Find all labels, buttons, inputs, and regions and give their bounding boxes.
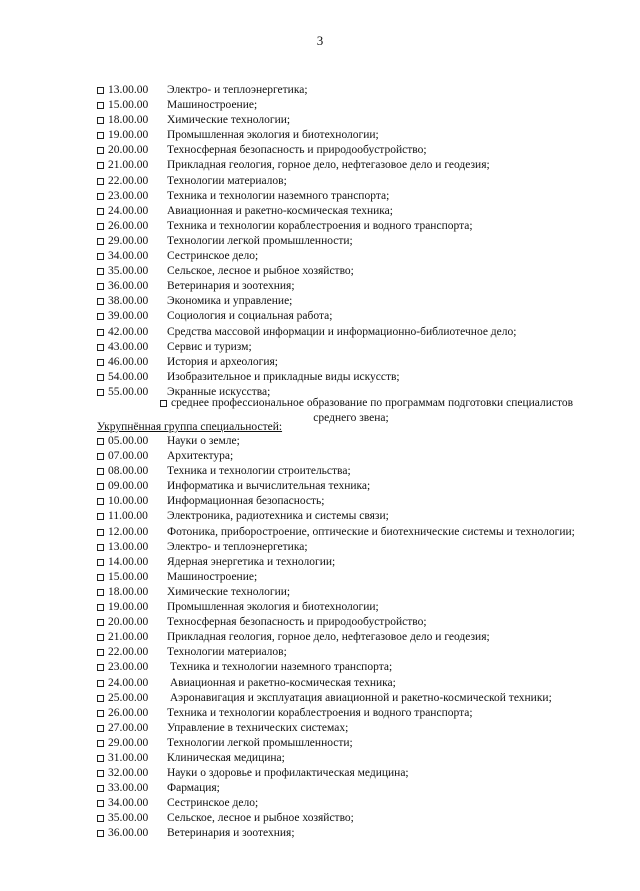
specialty-code: 05.00.00 [108, 435, 149, 447]
specialty-code: 39.00.00 [108, 310, 149, 323]
specialty-name: Ветеринария и зоотехния; [167, 280, 295, 293]
specialty-code: 21.00.00 [108, 631, 149, 644]
list-item [97, 585, 617, 600]
checkbox-icon[interactable] [97, 208, 104, 215]
checkbox-icon[interactable] [97, 589, 104, 596]
list-item [97, 736, 617, 751]
list-item [97, 796, 617, 811]
list-item [97, 494, 617, 509]
specialty-code: 20.00.00 [108, 144, 149, 157]
specialty-name: Промышленная экология и биотехнологии; [167, 601, 379, 614]
specialty-code: 25.00.00 [108, 691, 149, 704]
checkbox-icon[interactable] [160, 400, 167, 407]
specialty-code: 09.00.00 [108, 480, 149, 493]
checkbox-icon[interactable] [97, 755, 104, 762]
list-item [97, 143, 617, 158]
specialty-name: Авиационная и ракетно-космическая техника; [167, 204, 393, 217]
specialty-name: Техника и технологии строительства; [167, 465, 351, 478]
specialty-code: 14.00.00 [108, 555, 149, 568]
page-number: 3 [316, 33, 324, 48]
checkbox-icon[interactable] [97, 132, 104, 139]
checkbox-icon[interactable] [97, 815, 104, 822]
specialty-code: 23.00.00 [108, 189, 149, 202]
list-item [97, 781, 617, 796]
spo-paragraph-line2: среднего звена; [313, 412, 389, 424]
list-item [97, 83, 617, 98]
specialty-name: История и археология; [167, 355, 278, 368]
checkbox-icon[interactable] [97, 498, 104, 505]
list-item [97, 464, 617, 479]
list-item [97, 479, 617, 494]
specialty-code: 33.00.00 [108, 782, 149, 795]
list-item [97, 340, 617, 355]
list-item [97, 630, 617, 645]
specialty-code: 34.00.00 [108, 250, 149, 263]
list-item [97, 234, 617, 249]
specialty-code: 15.00.00 [108, 570, 149, 583]
list-item [97, 660, 617, 675]
specialty-name: Технологии легкой промышленности; [167, 736, 353, 749]
specialty-name: Техника и технологии наземного транспорта; [167, 661, 393, 674]
specialty-code: 29.00.00 [108, 736, 149, 749]
list-item [97, 509, 617, 524]
specialty-code: 22.00.00 [108, 646, 149, 659]
specialty-code: 24.00.00 [108, 676, 149, 689]
specialty-code: 22.00.00 [108, 174, 149, 187]
list-item [97, 615, 617, 630]
specialty-code: 11.00.00 [108, 510, 148, 523]
checkbox-icon[interactable] [97, 740, 104, 747]
specialty-name: Сельское, лесное и рыбное хозяйство; [167, 265, 354, 278]
spo-paragraph-line1: среднее профессиональное образование по программам подготовки специалистов [171, 397, 574, 409]
checkbox-icon[interactable] [97, 710, 104, 717]
specialty-name: Технологии легкой промышленности; [167, 234, 353, 247]
list-item [97, 249, 617, 264]
checkbox-icon[interactable] [97, 680, 104, 687]
specialty-name: Сестринское дело; [167, 250, 259, 263]
checkbox-icon[interactable] [97, 483, 104, 490]
specialty-name: Изобразительное и прикладные виды искусств; [167, 370, 400, 383]
specialty-code: 18.00.00 [108, 585, 149, 598]
list-item [97, 525, 617, 540]
specialty-name: Науки о земле; [167, 435, 240, 447]
specialty-code: 27.00.00 [108, 721, 149, 734]
checkbox-icon[interactable] [97, 102, 104, 109]
specialty-code: 36.00.00 [108, 280, 149, 293]
specialty-code: 23.00.00 [108, 661, 149, 674]
list-item [97, 811, 617, 826]
specialty-name: Электро- и теплоэнергетика; [167, 540, 308, 553]
specialty-name: Экономика и управление; [167, 295, 293, 308]
specialty-code: 15.00.00 [108, 99, 149, 112]
specialty-code: 26.00.00 [108, 219, 149, 232]
specialty-name: Экранные искусства; [167, 385, 271, 398]
specialty-name: Управление в технических системах; [167, 721, 349, 734]
list-item [97, 128, 617, 143]
specialty-code: 12.00.00 [108, 525, 149, 538]
checkbox-icon[interactable] [97, 800, 104, 807]
checkbox-icon[interactable] [97, 695, 104, 702]
specialty-name: Фармация; [167, 782, 220, 795]
checkbox-icon[interactable] [97, 283, 104, 290]
specialty-name: Химические технологии; [167, 585, 291, 598]
checkbox-icon[interactable] [97, 529, 104, 536]
list-item [97, 706, 617, 721]
specialty-code: 46.00.00 [108, 355, 149, 368]
specialty-code: 32.00.00 [108, 767, 149, 780]
specialty-name: Социология и социальная работа; [167, 310, 333, 323]
specialty-code: 42.00.00 [108, 325, 149, 338]
checkbox-icon[interactable] [97, 193, 104, 200]
checkbox-icon[interactable] [97, 344, 104, 351]
list-item [97, 158, 617, 173]
list-item [97, 219, 617, 234]
list-item [97, 204, 617, 219]
specialty-name: Информатика и вычислительная техника; [167, 480, 371, 493]
specialty-code: 18.00.00 [108, 114, 149, 127]
specialty-code: 43.00.00 [108, 340, 149, 353]
list-item [97, 309, 617, 324]
checkbox-icon[interactable] [97, 574, 104, 581]
specialty-code: 13.00.00 [108, 84, 149, 96]
specialty-code: 10.00.00 [108, 495, 149, 508]
specialty-name: Средства массовой информации и информационно-библиотечное дело; [167, 325, 517, 338]
specialty-code: 35.00.00 [108, 265, 149, 278]
list-item [97, 294, 617, 309]
list-item [97, 826, 617, 841]
specialty-name: Авиационная и ракетно-космическая техника; [167, 676, 396, 689]
checkbox-icon[interactable] [97, 770, 104, 777]
checkbox-icon[interactable] [97, 830, 104, 837]
specialty-code: 38.00.00 [108, 295, 149, 308]
specialty-name: Ядерная энергетика и технологии; [167, 555, 336, 568]
list-item [97, 449, 617, 464]
specialty-name: Фотоника, приборостроение, оптические и биотехнические системы и технологии; [167, 525, 575, 538]
list-item [97, 325, 617, 340]
list-item [97, 555, 617, 570]
specialty-name: Химические технологии; [167, 114, 291, 127]
specialty-name: Архитектура; [167, 450, 234, 463]
list-item [97, 540, 617, 555]
checkbox-icon[interactable] [97, 785, 104, 792]
section-heading: Укрупнённая группа специальностей: [97, 421, 283, 433]
checkbox-icon[interactable] [97, 389, 104, 396]
specialty-code: 31.00.00 [108, 751, 149, 764]
specialty-name: Аэронавигация и эксплуатация авиационной и ракетно-космической техники; [167, 691, 552, 704]
specialty-code: 19.00.00 [108, 601, 149, 614]
checkbox-icon[interactable] [97, 664, 104, 671]
checkbox-icon[interactable] [97, 619, 104, 626]
list-item [97, 751, 617, 766]
specialty-code: 20.00.00 [108, 616, 149, 629]
checkbox-icon[interactable] [97, 162, 104, 169]
specialty-code: 29.00.00 [108, 234, 149, 247]
specialty-list-lower [97, 434, 617, 842]
list-item [97, 355, 617, 370]
specialty-name: Промышленная экология и биотехнологии; [167, 129, 379, 142]
list-item [97, 370, 617, 385]
specialty-name: Прикладная геология, горное дело, нефтегазовое дело и геодезия; [167, 631, 490, 644]
checkbox-icon[interactable] [97, 559, 104, 566]
checkbox-icon[interactable] [97, 468, 104, 475]
checkbox-icon[interactable] [97, 268, 104, 275]
checkbox-icon[interactable] [97, 374, 104, 381]
list-item [97, 721, 617, 736]
list-item [97, 570, 617, 585]
checkbox-icon[interactable] [97, 649, 104, 656]
list-item [97, 645, 617, 660]
list-item [97, 189, 617, 204]
checkbox-icon[interactable] [97, 87, 104, 94]
checkbox-icon[interactable] [97, 359, 104, 366]
specialty-name: Сестринское дело; [167, 797, 259, 810]
checkbox-icon[interactable] [97, 725, 104, 732]
specialty-name: Электроника, радиотехника и системы связи; [167, 510, 389, 523]
checkbox-icon[interactable] [97, 238, 104, 245]
specialty-name: Сервис и туризм; [167, 340, 252, 353]
list-item [97, 676, 617, 691]
specialty-name: Техника и технологии кораблестроения и водного транспорта; [167, 706, 473, 719]
specialty-code: 07.00.00 [108, 450, 149, 463]
list-item [97, 264, 617, 279]
checkbox-icon[interactable] [97, 253, 104, 260]
checkbox-icon[interactable] [97, 298, 104, 305]
specialty-code: 26.00.00 [108, 706, 149, 719]
specialty-code: 08.00.00 [108, 465, 149, 478]
specialty-code: 21.00.00 [108, 159, 149, 172]
checkbox-icon[interactable] [97, 634, 104, 641]
checkbox-icon[interactable] [97, 438, 104, 445]
specialty-code: 54.00.00 [108, 370, 149, 383]
list-item [97, 279, 617, 294]
checkbox-icon[interactable] [97, 513, 104, 520]
specialty-code: 55.00.00 [108, 385, 149, 398]
checkbox-icon[interactable] [97, 178, 104, 185]
list-item [97, 600, 617, 615]
specialty-name: Машиностроение; [167, 99, 258, 112]
list-item [97, 174, 617, 189]
checkbox-icon[interactable] [97, 329, 104, 336]
checkbox-icon[interactable] [97, 147, 104, 154]
specialty-name: Технологии материалов; [167, 174, 287, 187]
specialty-code: 19.00.00 [108, 129, 149, 142]
specialty-name: Информационная безопасность; [167, 495, 325, 508]
specialty-name: Ветеринария и зоотехния; [167, 827, 295, 840]
specialty-name: Машиностроение; [167, 570, 258, 583]
checkbox-icon[interactable] [97, 117, 104, 124]
specialty-name: Прикладная геология, горное дело, нефтегазовое дело и геодезия; [167, 159, 490, 172]
list-item [97, 766, 617, 781]
specialty-name: Электро- и теплоэнергетика; [167, 84, 308, 96]
checkbox-icon[interactable] [97, 313, 104, 320]
specialty-name: Технологии материалов; [167, 646, 287, 659]
specialty-name: Сельское, лесное и рыбное хозяйство; [167, 812, 354, 825]
specialty-code: 36.00.00 [108, 827, 149, 840]
list-item [97, 434, 617, 449]
specialty-list-upper [97, 83, 617, 400]
specialty-name: Техника и технологии наземного транспорта; [167, 189, 390, 202]
checkbox-icon[interactable] [97, 453, 104, 460]
list-item [97, 98, 617, 113]
list-item [97, 691, 617, 706]
specialty-name: Техносферная безопасность и природообустройство; [167, 144, 427, 157]
specialty-code: 24.00.00 [108, 204, 149, 217]
specialty-code: 35.00.00 [108, 812, 149, 825]
checkbox-icon[interactable] [97, 544, 104, 551]
checkbox-icon[interactable] [97, 223, 104, 230]
specialty-name: Техника и технологии кораблестроения и водного транспорта; [167, 219, 473, 232]
specialty-code: 13.00.00 [108, 540, 149, 553]
specialty-code: 34.00.00 [108, 797, 149, 810]
specialty-name: Клиническая медицина; [167, 751, 285, 764]
checkbox-icon[interactable] [97, 604, 104, 611]
list-item [97, 113, 617, 128]
specialty-name: Науки о здоровье и профилактическая медицина; [167, 767, 409, 780]
specialty-name: Техносферная безопасность и природообустройство; [167, 616, 427, 629]
